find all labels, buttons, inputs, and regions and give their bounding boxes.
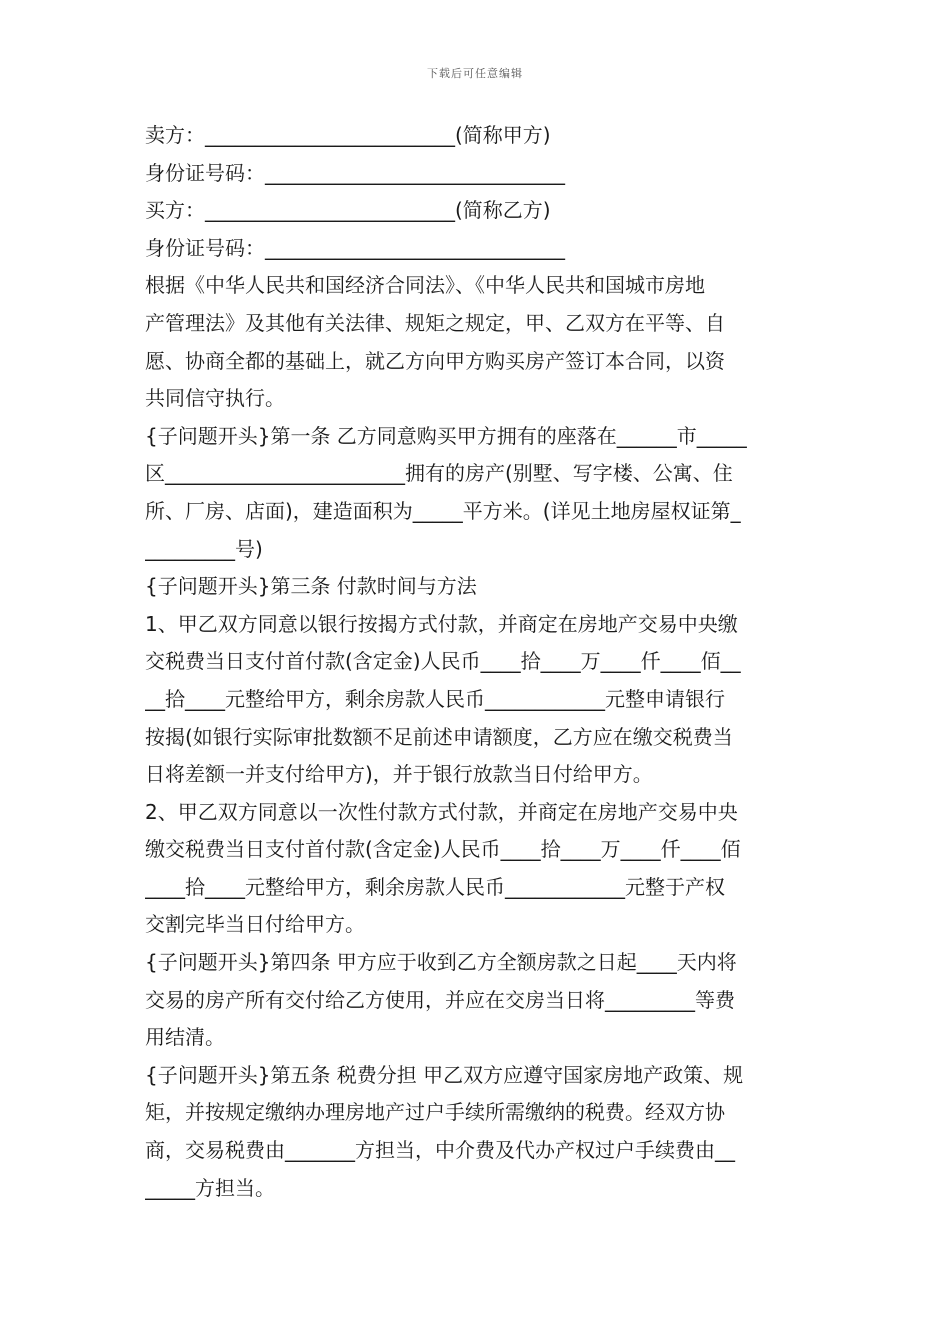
payment-option-1-line: 按揭(如银行实际审批数额不足前述申请额度，乙方应在缴交税费当 <box>145 724 733 749</box>
article-5-line: 矩，并按规定缴纳办理房地产过户手续所需缴纳的税费。经双方协 <box>145 1100 725 1125</box>
article-5-line: {子问题开头}第五条 税费分担 甲乙双方应遵守国家房地产政策、规 <box>145 1062 744 1087</box>
seller-id-line: 身份证号码：______________________________ <box>145 160 565 185</box>
page-header-note: 下载后可任意编辑 <box>427 67 523 80</box>
buyer-line: 买方：_________________________(简称乙方) <box>145 198 551 223</box>
article-1-line: _________号) <box>145 536 263 561</box>
article-1-line: {子问题开头}第一条 乙方同意购买甲方拥有的座落在______市_____ <box>145 423 747 448</box>
article-4-line: 交易的房产所有交付给乙方使用，并应在交房当日将_________等费 <box>145 987 735 1012</box>
preamble-line: 产管理法》及其他有关法律、规矩之规定，甲、乙双方在平等、自 <box>145 310 725 335</box>
article-4-line: 用结清。 <box>145 1025 225 1050</box>
payment-option-2-line: 交割完毕当日付给甲方。 <box>145 912 365 937</box>
article-5-line: _____方担当。 <box>145 1175 275 1200</box>
payment-option-2-line: 2、甲乙双方同意以一次性付款方式付款，并商定在房地产交易中央 <box>145 799 738 824</box>
preamble-line: 根据《中华人民共和国经济合同法》、《中华人民共和国城市房地 <box>145 273 705 298</box>
article-3-heading: {子问题开头}第三条 付款时间与方法 <box>145 574 477 599</box>
buyer-id-line: 身份证号码：______________________________ <box>145 235 565 260</box>
article-1-line: 区________________________拥有的房产(别墅、写字楼、公寓、住 <box>145 461 733 486</box>
article-4-line: {子问题开头}第四条 甲方应于收到乙方全额房款之日起____天内将 <box>145 950 737 975</box>
contract-body <box>145 117 815 1207</box>
payment-option-2-line: ____拾____元整给甲方，剩余房款人民币____________元整于产权 <box>145 874 725 899</box>
seller-line: 卖方：_________________________(简称甲方) <box>145 123 551 147</box>
article-5-line: 商，交易税费由_______方担当，中介费及代办产权过户手续费由__ <box>145 1138 735 1163</box>
payment-option-2-line: 缴交税费当日支付首付款(含定金)人民币____拾____万____仟____佰 <box>145 837 741 862</box>
payment-option-1-line: 日将差额一并支付给甲方)，并于银行放款当日付给甲方。 <box>145 762 653 787</box>
payment-option-1-line: 交税费当日支付首付款(含定金)人民币____拾____万____仟____佰__ <box>145 649 741 674</box>
preamble-line: 共同信守执行。 <box>145 386 285 411</box>
payment-option-1-line: 1、甲乙双方同意以银行按揭方式付款，并商定在房地产交易中央缴 <box>145 611 738 636</box>
preamble-line: 愿、协商全都的基础上，就乙方向甲方购买房产签订本合同，以资 <box>145 348 725 373</box>
payment-option-1-line: __拾____元整给甲方，剩余房款人民币____________元整申请银行 <box>145 686 725 711</box>
article-1-line: 所、厂房、店面)，建造面积为_____平方米。(详见土地房屋权证第_ <box>145 498 741 523</box>
